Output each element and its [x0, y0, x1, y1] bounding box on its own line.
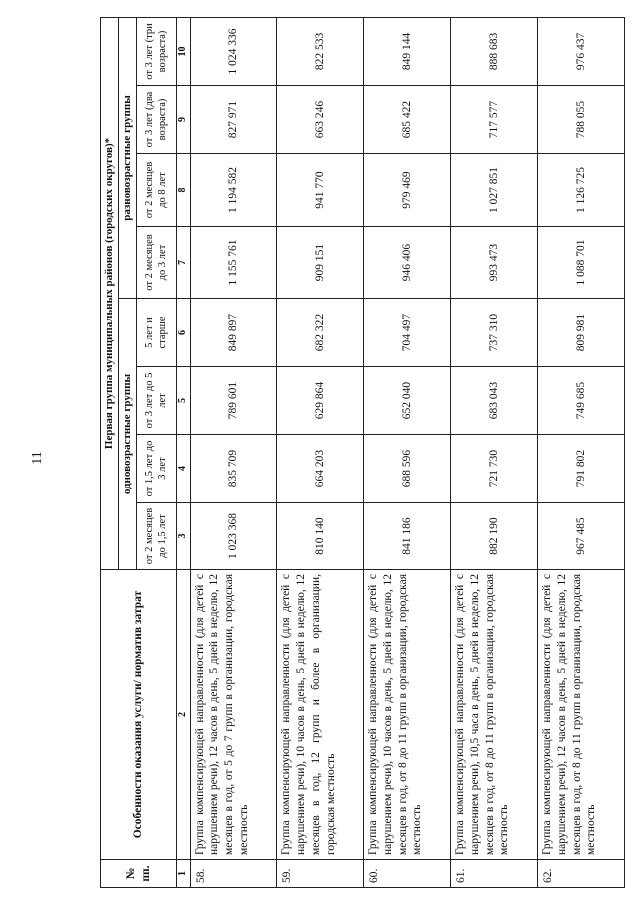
header-sub: 5 лет и старше	[137, 299, 177, 367]
row-value: 822 533	[277, 17, 364, 85]
row-value: 909 151	[277, 227, 364, 299]
header-single-age: одновозрастные группы	[119, 299, 137, 570]
row-value: 789 601	[190, 367, 277, 435]
row-value: 1 023 368	[190, 503, 277, 570]
row-value: 791 802	[538, 435, 625, 503]
row-value: 827 971	[190, 86, 277, 154]
column-number: 10	[177, 17, 191, 85]
row-value: 979 469	[364, 154, 451, 227]
column-number: 1	[177, 860, 191, 888]
row-value: 663 246	[277, 86, 364, 154]
row-value: 704 497	[364, 299, 451, 367]
header-group-top: Первая группа муниципальных районов (городских округов)*	[101, 17, 119, 569]
row-value: 993 473	[451, 227, 538, 299]
row-value: 1 194 582	[190, 154, 277, 227]
header-sub: от 3 лет до 5 лет	[137, 367, 177, 435]
row-value: 882 190	[451, 503, 538, 570]
row-value: 721 730	[451, 435, 538, 503]
row-description: Группа компенсирующей направленности (для детей с нарушением речи), 12 часов в день, 5 дней в неделю, 12 месяцев в год, от 5 до 7 групп в организации, городская местность	[190, 570, 277, 860]
row-number: 62.	[538, 860, 625, 888]
row-value: 809 981	[538, 299, 625, 367]
row-value: 849 144	[364, 17, 451, 85]
header-sub: от 2 месяцев до 8 лет	[137, 154, 177, 227]
row-description: Группа компенсирующей направленности (для детей с нарушением речи), 10 часов в день, 5 дней в неделю, 12 месяцев в год, 12 групп и более в организации, городская местность	[277, 570, 364, 860]
row-value: 941 770	[277, 154, 364, 227]
row-value: 1 126 725	[538, 154, 625, 227]
table-row	[538, 17, 625, 887]
table-row	[451, 17, 538, 887]
column-number: 6	[177, 299, 191, 367]
row-value: 685 422	[364, 86, 451, 154]
row-value: 652 040	[364, 367, 451, 435]
row-value: 629 864	[277, 367, 364, 435]
row-value: 737 310	[451, 299, 538, 367]
row-description: Группа компенсирующей направленности (для детей с нарушением речи), 10 часов в день, 5 дней в неделю, 12 месяцев в год, от 8 до 11 групп в организации, городская местность	[364, 570, 451, 860]
row-value: 1 027 851	[451, 154, 538, 227]
table-row	[364, 17, 451, 887]
row-number: 61.	[451, 860, 538, 888]
column-number: 5	[177, 367, 191, 435]
header-sub: от 2 месяцев до 3 лет	[137, 227, 177, 299]
header-sub: от 2 месяцев до 1,5 лет	[137, 503, 177, 570]
row-value: 717 577	[451, 86, 538, 154]
row-number: 59.	[277, 860, 364, 888]
header-num: № пп.	[101, 860, 177, 888]
row-number: 60.	[364, 860, 451, 888]
row-value: 849 897	[190, 299, 277, 367]
row-value: 683 043	[451, 367, 538, 435]
header-sub: от 1,5 лет до 3 лет	[137, 435, 177, 503]
row-value: 788 055	[538, 86, 625, 154]
row-description: Группа компенсирующей направленности (для детей с нарушением речи), 12 часов в день, 5 дней в неделю, 12 месяцев в год, от 8 до 11 групп в организации, городская местность	[538, 570, 625, 860]
table-row	[190, 17, 277, 887]
row-value: 1 155 761	[190, 227, 277, 299]
row-number: 58.	[190, 860, 277, 888]
row-value: 1 024 336	[190, 17, 277, 85]
header-sub: от 3 лет (три возраста)	[137, 17, 177, 85]
rotated-table-container	[100, 18, 625, 888]
header-sub: от 3 лет (два возраста)	[137, 86, 177, 154]
cost-norms-table	[100, 17, 625, 888]
row-value: 967 485	[538, 503, 625, 570]
row-value: 888 683	[451, 17, 538, 85]
row-value: 810 140	[277, 503, 364, 570]
row-value: 682 322	[277, 299, 364, 367]
header-mixed-age: разновозрастные группы	[119, 17, 137, 298]
header-desc: Особенности оказания услуги/ норматив затрат	[101, 570, 177, 860]
row-value: 946 406	[364, 227, 451, 299]
column-number: 8	[177, 154, 191, 227]
column-number: 9	[177, 86, 191, 154]
row-value: 1 088 701	[538, 227, 625, 299]
row-value: 841 186	[364, 503, 451, 570]
row-value: 749 685	[538, 367, 625, 435]
row-value: 976 437	[538, 17, 625, 85]
column-number: 3	[177, 503, 191, 570]
page-number: 11	[30, 451, 45, 465]
column-number: 7	[177, 227, 191, 299]
table-row	[277, 17, 364, 887]
row-description: Группа компенсирующей направленности (для детей с нарушением речи), 10,5 часа в день, 5 дней в неделю, 12 месяцев в год, от 8 до 11 групп в организации, городская местность	[451, 570, 538, 860]
column-number: 2	[177, 570, 191, 860]
row-value: 688 596	[364, 435, 451, 503]
row-value: 835 709	[190, 435, 277, 503]
row-value: 664 203	[277, 435, 364, 503]
column-number: 4	[177, 435, 191, 503]
